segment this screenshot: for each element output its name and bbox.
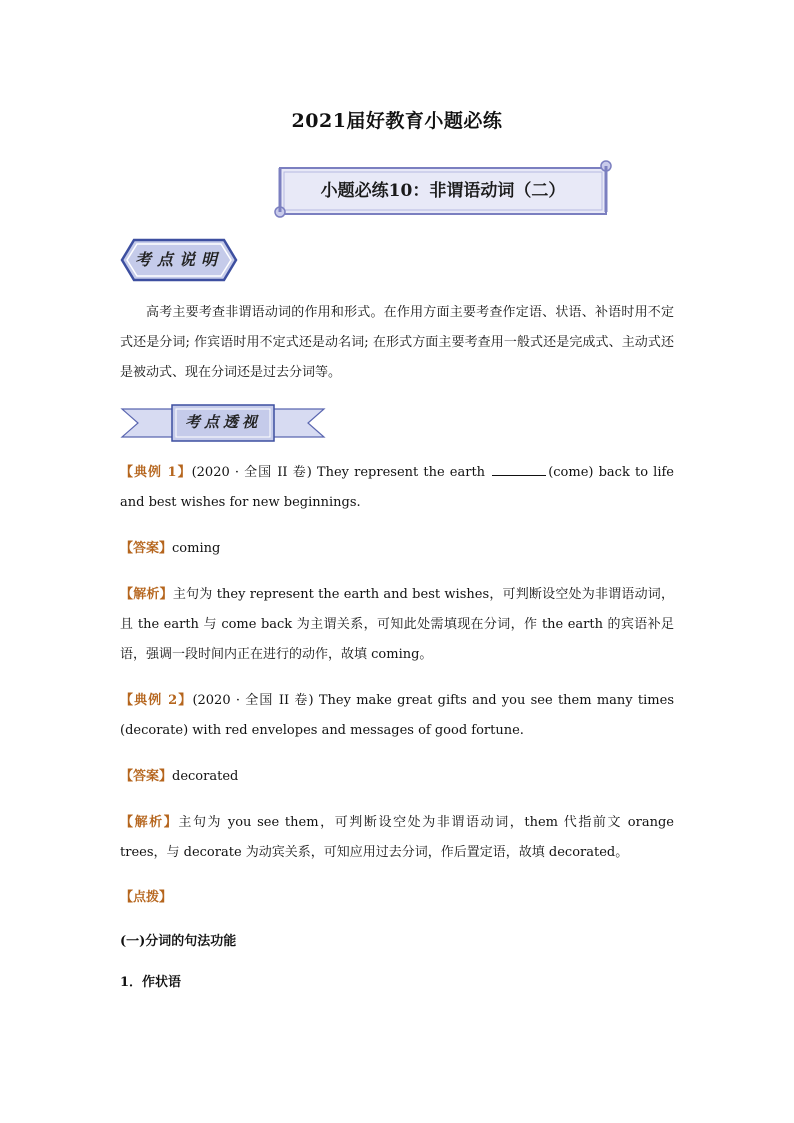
example-2-text: They make great gifts and you see them many times (decorate) with red envelopes and messages of good fortune. — [120, 693, 674, 738]
example-2-source: (2020 · 全国 II 卷) — [192, 693, 314, 708]
section-badge — [120, 238, 238, 282]
section-1-heading: (一)分词的句法功能 — [120, 934, 237, 949]
item-1-heading: 1．作状语 — [120, 975, 182, 990]
answer-1-label: 【答案】 — [120, 541, 173, 556]
example-1-blank — [492, 463, 546, 476]
subtitle-scroll-banner — [272, 160, 614, 220]
analysis-2-text: 主句为 you see them，可判断设空处为非谓语动词，them 代指前文 orange trees，与 decorate 为动宾关系，可知应用过去分词，作后置定语，故填 decorated。 — [120, 815, 674, 860]
answer-2 — [120, 762, 674, 792]
intro-paragraph: 高考主要考查非谓语动词的作用和形式。在作用方面主要考查作定语、状语、补语时用不定式还是分词; 作宾语时用不定式还是动名词; 在形式方面主要考查用一般式还是完成式、主动式还是被动式、现在分词还是过去分词等。 — [120, 305, 674, 380]
analysis-1-text: 主句为 they represent the earth and best wishes，可判断设空处为非谓语动词，且 the earth 与 come back 为主谓关系，可知此处需填现在分词，作 the earth 的宾语补足语，强调一段时间内正在进行的动作，故填 coming。 — [120, 587, 674, 662]
example-1-text-before: They represent the earth — [316, 465, 486, 480]
ribbon-label: 考点透视 — [184, 413, 261, 431]
analysis-1 — [120, 580, 674, 670]
answer-2-label: 【答案】 — [120, 769, 173, 784]
example-2 — [120, 686, 674, 746]
tips-heading — [120, 883, 674, 913]
document-title: 2021届好教育小题必练 — [291, 110, 503, 132]
answer-1-text: coming — [172, 541, 221, 556]
answer-1 — [120, 534, 674, 564]
example-1 — [120, 458, 674, 518]
example-2-label: 【典例 2】 — [120, 693, 193, 708]
analysis-1-label: 【解析】 — [120, 587, 173, 602]
example-1-label: 【典例 1】 — [120, 465, 192, 480]
section-ribbon — [120, 403, 326, 443]
example-1-source: (2020 · 全国 II 卷) — [191, 465, 312, 480]
tips-label: 【点拨】 — [120, 890, 173, 905]
answer-2-text: decorated — [172, 769, 239, 784]
document-subtitle: 小题必练10：非谓语动词（二） — [320, 181, 566, 201]
analysis-2 — [120, 808, 674, 868]
badge-label: 考点说明 — [134, 250, 223, 269]
analysis-2-label: 【解析】 — [120, 815, 179, 830]
example-1-text-after: (come) back to life and best wishes for new beginnings. — [120, 465, 674, 510]
